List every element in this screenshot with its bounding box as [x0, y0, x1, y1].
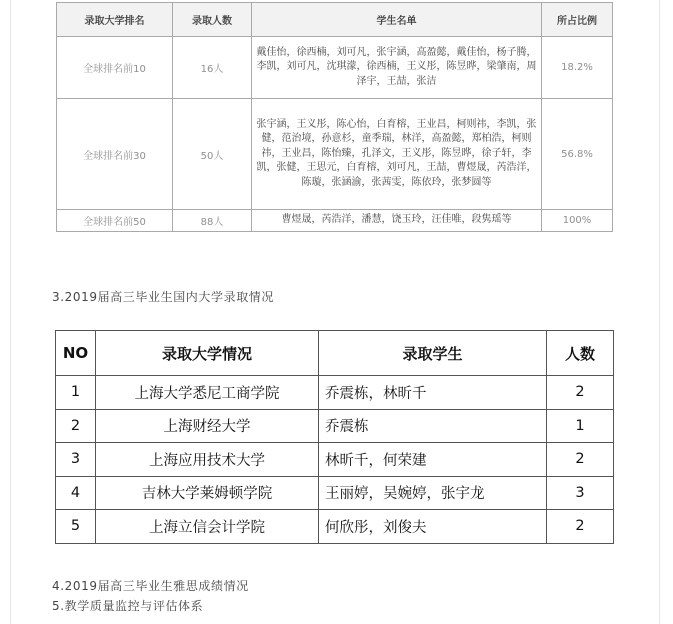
- header-count: 录取人数: [173, 3, 252, 37]
- domestic-admission-table: [55, 330, 614, 544]
- no-cell: 4: [56, 476, 96, 510]
- header-no: NO: [56, 331, 96, 376]
- header-students: 录取学生: [319, 331, 547, 376]
- table-row: [56, 376, 614, 410]
- rank-cell: 全球排名前10: [57, 37, 173, 99]
- count-cell: 50人: [173, 99, 252, 210]
- global-admission-table: [56, 2, 613, 232]
- section-heading-5: 5.教学质量监控与评估体系: [52, 599, 204, 613]
- university-cell: 上海大学悉尼工商学院: [96, 376, 319, 410]
- count-cell: 1: [547, 409, 614, 443]
- university-cell: 上海应用技术大学: [96, 443, 319, 477]
- table-row: [56, 443, 614, 477]
- count-cell: 2: [547, 510, 614, 544]
- names-cell: 张宇涵，王义彤，陈心怡，白育榕，王业昌，柯则祎，李凯，张健，范治境，孙意杉，童季瑞，林洋，高盈懿，郑柏浩，柯则祎，王业昌，陈怡臻，孔泽文，王义彤，陈昱晔，徐子轩，李凯，张健，王思元，白育榕，刘可凡，王喆，曹煜晟，芮浩洋，陈璇，张涵渝，张茜雯，陈依玲，张梦圆等: [252, 99, 542, 210]
- table-row: [57, 210, 613, 232]
- section-heading-3: 3.2019届高三毕业生国内大学录取情况: [52, 290, 274, 304]
- rank-cell: 全球排名前30: [57, 99, 173, 210]
- university-cell: 吉林大学莱姆顿学院: [96, 476, 319, 510]
- count-cell: 2: [547, 376, 614, 410]
- students-cell: 乔震栋，林昕千: [319, 376, 547, 410]
- table-header-row: [56, 331, 614, 376]
- header-university: 录取大学情况: [96, 331, 319, 376]
- count-cell: 88人: [173, 210, 252, 232]
- students-cell: 林昕千，何荣建: [319, 443, 547, 477]
- count-cell: 2: [547, 443, 614, 477]
- students-cell: 王丽婷，吴婉婷，张宇龙: [319, 476, 547, 510]
- no-cell: 2: [56, 409, 96, 443]
- header-count: 人数: [547, 331, 614, 376]
- table-header-row: [57, 3, 613, 37]
- table-row: [56, 510, 614, 544]
- table-row: [56, 409, 614, 443]
- students-cell: 何欣彤，刘俊夫: [319, 510, 547, 544]
- rank-cell: 全球排名前50: [57, 210, 173, 232]
- ratio-cell: 100%: [542, 210, 613, 232]
- university-cell: 上海立信会计学院: [96, 510, 319, 544]
- table-row: [56, 476, 614, 510]
- no-cell: 3: [56, 443, 96, 477]
- count-cell: 3: [547, 476, 614, 510]
- header-rank: 录取大学排名: [57, 3, 173, 37]
- ratio-cell: 56.8%: [542, 99, 613, 210]
- header-names: 学生名单: [252, 3, 542, 37]
- names-cell: 戴佳怡，徐西楠，刘可凡，张宇涵，高盈懿，戴佳怡，杨子腾，李凯，刘可凡，沈琪濛，徐西楠，王义彤，陈昱晔，梁肇南，周泽宇，王喆，张洁: [252, 37, 542, 99]
- students-cell: 乔震栋: [319, 409, 547, 443]
- no-cell: 5: [56, 510, 96, 544]
- table-row: [57, 99, 613, 210]
- university-cell: 上海财经大学: [96, 409, 319, 443]
- count-cell: 16人: [173, 37, 252, 99]
- ratio-cell: 18.2%: [542, 37, 613, 99]
- header-ratio: 所占比例: [542, 3, 613, 37]
- section-heading-4: 4.2019届高三毕业生雅思成绩情况: [52, 579, 249, 593]
- no-cell: 1: [56, 376, 96, 410]
- names-cell: 曹煜晟，芮浩洋，潘慧，饶玉玲，汪佳唯，段隽瑶等: [252, 210, 542, 232]
- table-row: [57, 37, 613, 99]
